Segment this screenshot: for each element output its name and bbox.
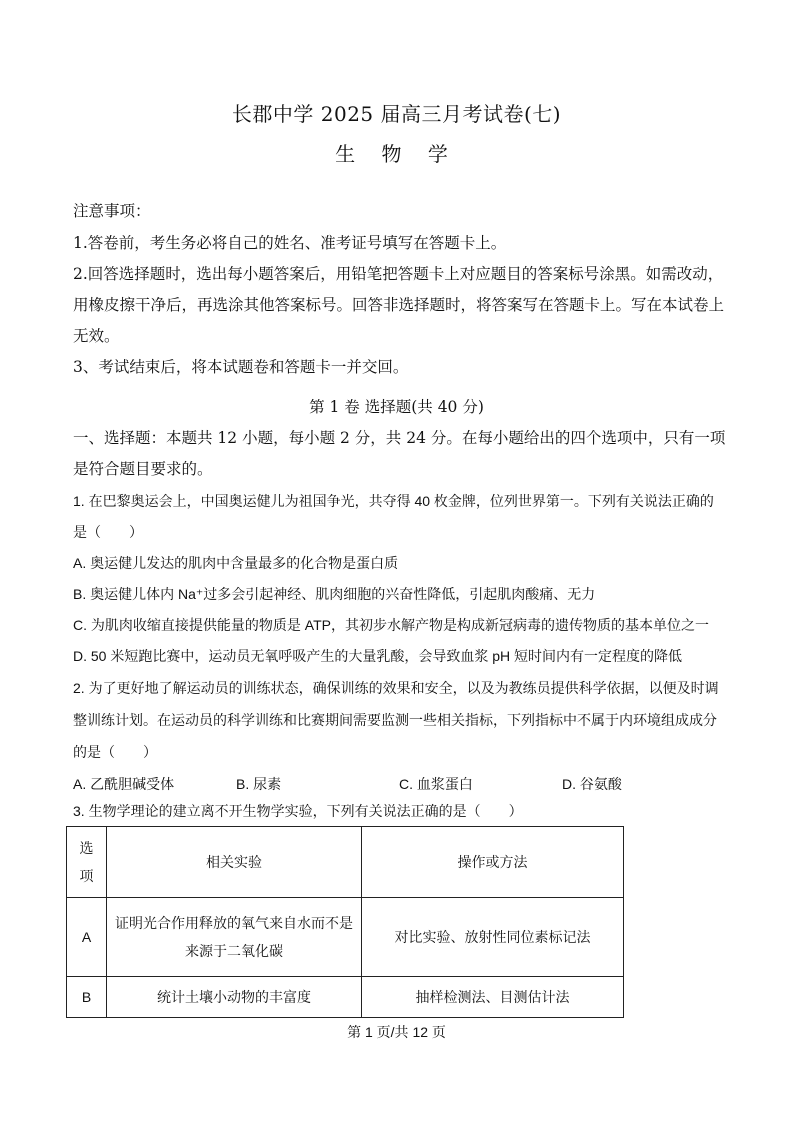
table-cell: B [67, 977, 107, 1018]
table-header: 操作或方法 [362, 827, 624, 898]
table-cell: 证明光合作用释放的氧气来自水而不是来源于二氧化碳 [107, 898, 362, 977]
question-3 [73, 797, 725, 825]
question-stem: 3. 生物学理论的建立离不开生物学实验，下列有关说法正确的是（ ） [73, 803, 523, 819]
page-footer: 第 1 页/共 12 页 [347, 1024, 446, 1040]
option-d: D. 50 米短跑比赛中，运动员无氧呼吸产生的大量乳酸，会导致血浆 pH 短时间内有一定程度的降低 [73, 648, 683, 664]
part-title: 第 1 卷 选择题(共 40 分) [309, 398, 484, 416]
question-1 [73, 486, 725, 672]
exam-title: 长郡中学 2025 届高三月考试卷(七) [231, 102, 562, 126]
note-item-3: 3、考试结束后，将本试题卷和答题卡一并交回。 [73, 358, 409, 376]
table-cell: A [67, 898, 107, 977]
table-header-row [67, 827, 624, 898]
table-cell: 对比实验、放射性同位素标记法 [362, 898, 624, 977]
option-a: A. 奥运健儿发达的肌肉中含量最多的化合物是蛋白质 [73, 555, 399, 571]
note-item-2: 2.回答选择题时，选出每小题答案后，用铅笔把答题卡上对应题目的答案标号涂黑。如需改动，用橡皮擦干净后，再选涂其他答案标号。回答非选择题时，将答案写在答题卡上。写在本试卷上无效。 [73, 265, 725, 345]
table-row [67, 977, 624, 1018]
table-header: 相关实验 [107, 827, 362, 898]
question-stem: 2. 为了更好地了解运动员的训练状态，确保训练的效果和安全，以及为教练员提供科学依据，以便及时调整训练计划。在运动员的科学训练和比赛期间需要监测一些相关指标，下列指标中不属于内环境组成成分的是（ ） [73, 680, 719, 760]
option-c: C. 为肌肉收缩直接提供能量的物质是 ATP，其初步水解产物是构成新冠病毒的遗传物质的基本单位之一 [73, 617, 709, 633]
option-c: C. 血浆蛋白 [399, 776, 473, 792]
table-header: 选项 [67, 827, 107, 898]
subject-title: 生 物 学 [335, 142, 458, 166]
question-stem: 1. 在巴黎奥运会上，中国奥运健儿为祖国争光，共夺得 40 枚金牌，位列世界第一。下列有关说法正确的是（ ） [73, 493, 714, 540]
experiment-table [66, 826, 624, 1018]
table-cell: 抽样检测法、目测估计法 [362, 977, 624, 1018]
option-d: D. 谷氨酸 [562, 776, 622, 792]
question-2 [73, 672, 725, 800]
options-row [73, 768, 725, 800]
option-b: B. 尿素 [236, 776, 282, 792]
option-b: B. 奥运健儿体内 Na⁺过多会引起神经、肌肉细胞的兴奋性降低，引起肌肉酸痛、无力 [73, 586, 596, 602]
note-item-1: 1.答卷前，考生务必将自己的姓名、准考证号填写在答题卡上。 [73, 234, 507, 252]
section-intro: 一、选择题：本题共 12 小题，每小题 2 分，共 24 分。在每小题给出的四个选项中，只有一项是符合题目要求的。 [73, 429, 726, 478]
option-a: A. 乙酰胆碱受体 [73, 776, 175, 792]
table-cell: 统计土壤小动物的丰富度 [107, 977, 362, 1018]
notes-heading: 注意事项： [73, 202, 151, 220]
table-row [67, 898, 624, 977]
